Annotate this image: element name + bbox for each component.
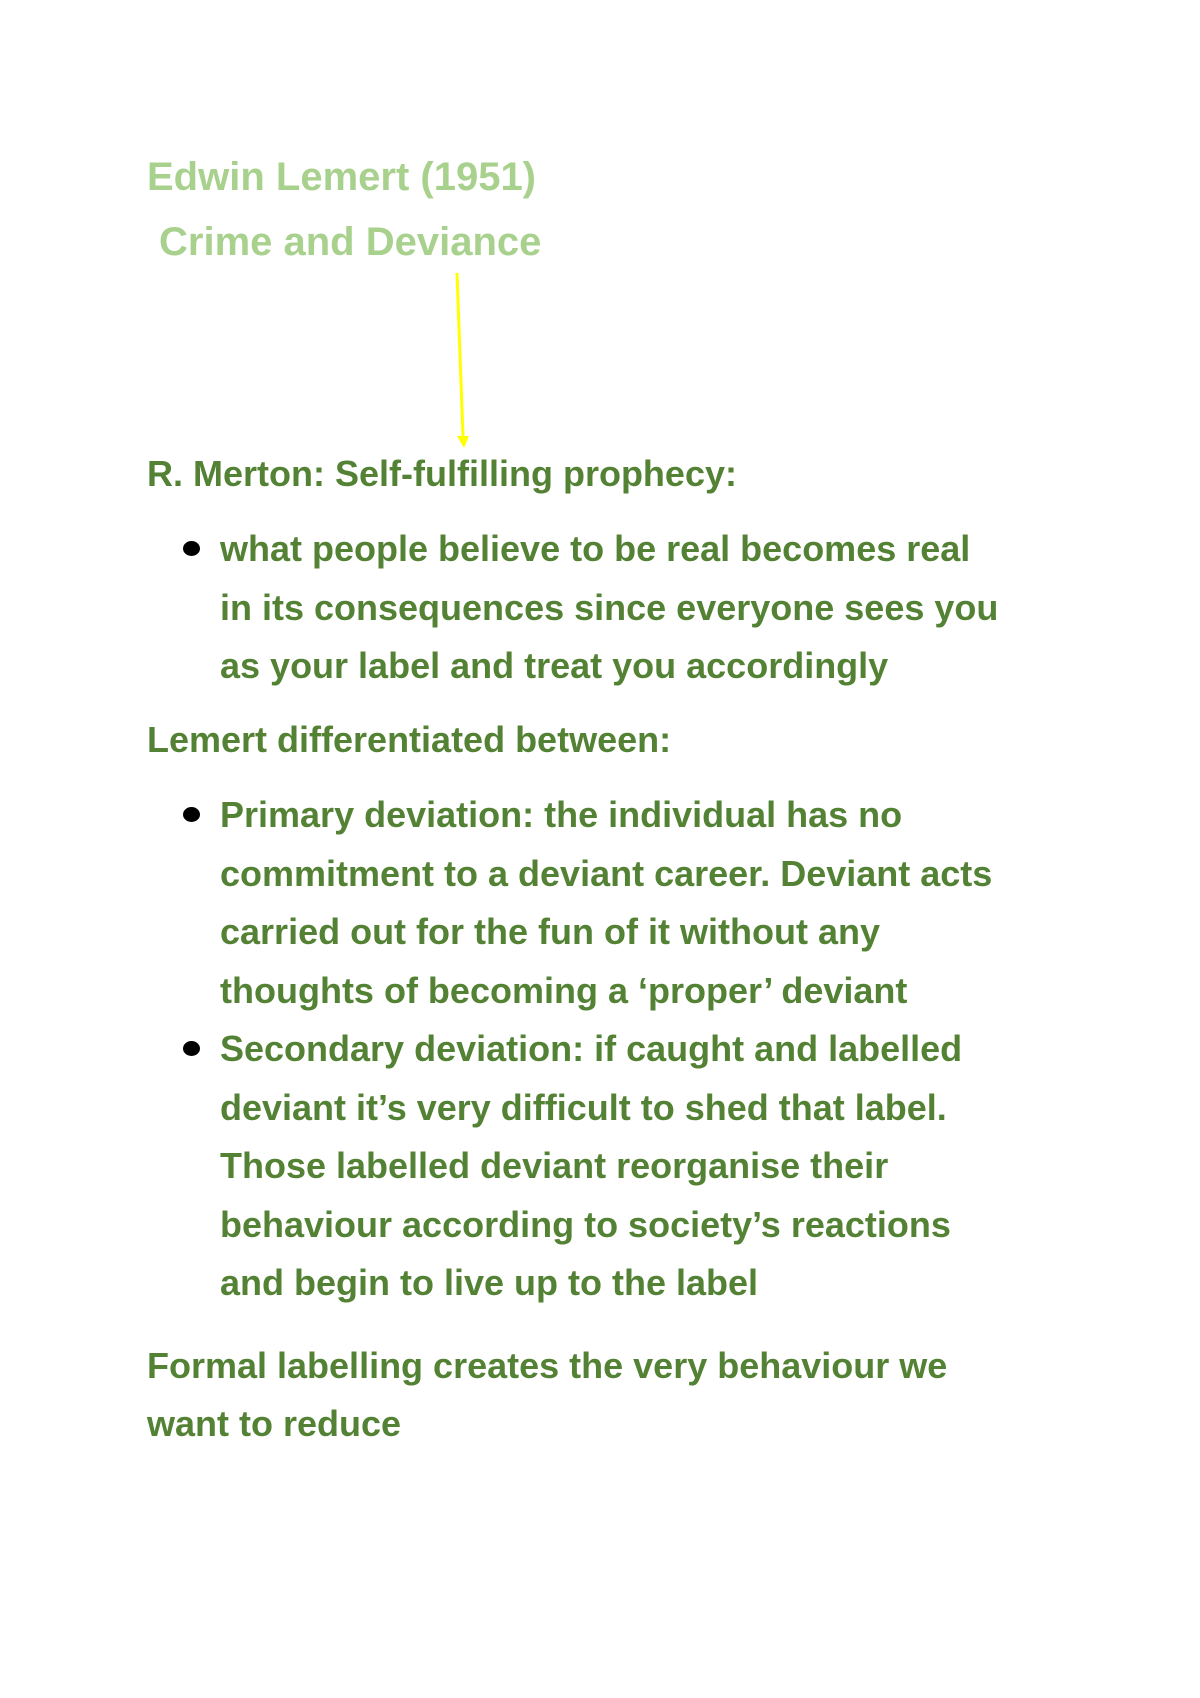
list-item: [0, 1020, 1200, 1313]
conclusion-line: want to reduce: [147, 1403, 402, 1444]
bullet-dot: [183, 807, 200, 822]
bullet-line: Primary deviation: the individual has no: [220, 794, 903, 835]
bullet-line: Those labelled deviant reorganise their: [220, 1145, 889, 1186]
bullet-line: thoughts of becoming a ‘proper’ deviant: [220, 969, 908, 1011]
bullet-line: commitment to a deviant career. Deviant acts: [220, 852, 993, 894]
conclusion-text: [147, 1337, 1087, 1453]
bullet-dot: [183, 541, 200, 556]
list-item: [0, 786, 1200, 1020]
bullet-line: behaviour according to society’s reactions: [220, 1203, 951, 1245]
merton-heading: R. Merton: Self-fulfilling prophecy:: [147, 453, 737, 494]
bullet-line: carried out for the fun of it without any: [220, 911, 880, 952]
lemert-heading: Lemert differentiated between:: [147, 719, 672, 760]
heading-author: Edwin Lemert (1951): [147, 155, 537, 199]
bullet-line: deviant it’s very difficult to shed that label.: [220, 1086, 947, 1128]
conclusion-line: Formal labelling creates the very behaviour we: [147, 1345, 948, 1386]
heading-topic: Crime and Deviance: [159, 220, 542, 264]
bullet-line: as your label and treat you accordingly: [220, 645, 889, 686]
lemert-bullet-list: [0, 786, 1200, 1313]
list-item: [0, 520, 1200, 696]
bullet-line: Secondary deviation: if caught and labelled: [220, 1028, 963, 1069]
bullet-dot: [183, 1041, 200, 1056]
bullet-text: [220, 520, 1200, 696]
bullet-line: in its consequences since everyone sees you: [220, 586, 999, 628]
bullet-text: [220, 786, 1200, 1020]
bullet-text: [220, 1020, 1200, 1313]
merton-bullet-list: [0, 520, 1200, 696]
bullet-line: what people believe to be real becomes real: [220, 528, 971, 569]
bullet-line: and begin to live up to the label: [220, 1262, 759, 1303]
